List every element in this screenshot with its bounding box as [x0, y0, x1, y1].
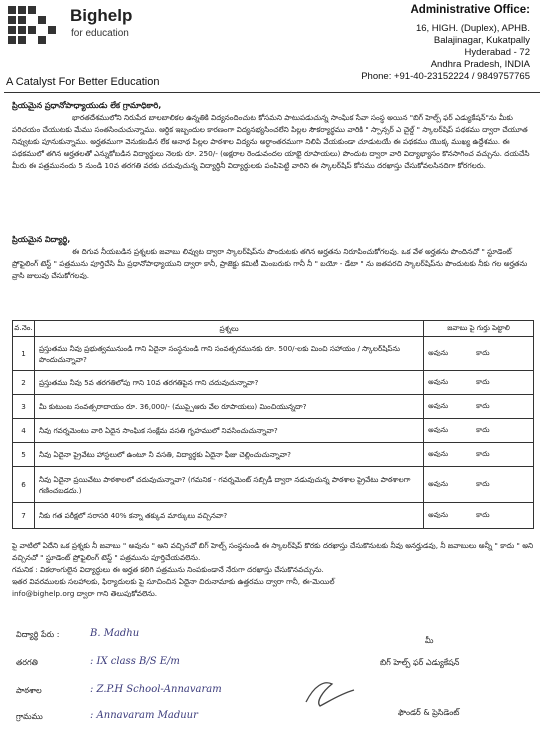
- letterhead: [0, 0, 544, 96]
- signoff-organization: బిగ్ హెల్ప్ ఫర్ ఎడ్యుకేషన్: [380, 658, 460, 667]
- address-line: 16, HIGH. (Duplex), APHB.: [415, 23, 530, 34]
- no-option[interactable]: కాదు: [476, 425, 490, 434]
- table-row: [13, 443, 534, 467]
- school-value[interactable]: : Z.P.H School-Annavaram: [90, 684, 222, 695]
- village-label: గ్రామము: [16, 712, 43, 721]
- note-line: గమనిక : వికలాంగులైన విద్యార్థులు ఈ అర్హత కలిగి పత్రమును నింపకుండానే నేరుగా దరఖాస్తు చేసుకొనవచ్చును.: [12, 565, 324, 574]
- student-name-label: విద్యార్థి పేరు :: [16, 630, 60, 639]
- table-row: [13, 467, 534, 503]
- village-value[interactable]: : Annavaram Maduur: [90, 710, 198, 721]
- bighelp-logo-icon: [6, 4, 66, 50]
- question-text: ప్రస్తుతము నీవు 5వ తరగతిలోపు గాని 10వ తరగతిపైన గాని చదువుచున్నావా?: [34, 371, 423, 395]
- question-text: ప్రస్తుతము నీవు ప్రభుత్వమునుండి గాని ఏదైనా సంస్థనుండి గాని సంవత్సరమునకు రూ. 500/-లకు మించి సహాయం / స్కాలర్‌షిప్‌ను పొందుచున్నావా?: [34, 337, 423, 371]
- table-row: [13, 337, 534, 371]
- question-text: నీకు గత పరీక్షలో సరాసరి 40% కన్నా తక్కువ మార్కులు వచ్చినవా?: [34, 503, 423, 529]
- class-value[interactable]: : IX class B/S E/m: [90, 656, 180, 667]
- intro-paragraph: భారతదేశములోని నిరుపేద బాలబాలికల ఉన్నతికి విద్యనందించుట కోసమని పాటుపడుచున్న సాంఘిక సేవా సంస్థ అయిన "బిగ్ హెల్ప్ ఫర్ ఎడ్యుకేషన్"ను మీకు పరిచయం చేయుటకు మేము సంతసించుచున్నాము. ఆర్థిక ఇబ్బందుల కారణంగా విద్యనభ్యసించలేని పిల్లల సౌకర్యార్థము వారికి " స్పాన్సర్ ఎ చైల్డ్ " స్కాలర్‌షిప్ పథకము ద్వారా చేయూత నివ్వుటకు పూనుకున్నాము. అర్హతముగా వెనుకబడిన లేక అనాథ పిల్లల పాఠశాల విద్యను అర్థాంతరముగా నిలిపి వేయకుండా చూడుటయే ఈ పథకము యొక్క ముఖ్య ఉద్దేశము. ఈ పథకములో తగిన అర్హతలతో ఎన్నుకోబడిన విద్యార్థులు నెలకు రూ. 250/- (అక్షరాల రెండువందల యాభై రూపాయలు) పొందుట ద్వారా వారి విద్యాభ్యాసం కొనసాగించ వచ్చును. దయచేసి మీరు ఈ పత్రమునందు 5 నుండి 10వ తరగతి వరకు చదువుచున్న విద్యార్థినీ విద్యార్థులకు పంపిపెట్టి వారిని ఈ స్కాలర్‌షిప్ కోసము దరఖాస్తు చేసుకోవలసినదిగా కోరగలరు.: [12, 113, 530, 170]
- answer-cell: [424, 503, 534, 529]
- office-address: [300, 3, 530, 83]
- table-header-row: [13, 321, 534, 337]
- address-line: Balajinagar, Kukatpally: [433, 35, 530, 46]
- question-text: నీవు ఏదైనా ప్రైవేటు హాస్టలులో ఉంటూ నీ వసతి, విద్యార్థకు ఏదైనా ఫీజు చెల్లించుచున్నావా?: [34, 443, 423, 467]
- row-number: 4: [13, 419, 35, 443]
- row-number: 6: [13, 467, 35, 503]
- brand-name: Bighelp: [70, 6, 133, 25]
- row-number: 1: [13, 337, 35, 371]
- note-line: ఇతర వివరములకు సలహాలకు, ఫిర్యాదులకు పై సూచించిన ఏదైనా చిరునామాకు ఉత్తరము ద్వారా గానీ, ఈ-మెయిల్: [12, 577, 335, 586]
- no-option[interactable]: కాదు: [476, 348, 490, 357]
- question-text: మీ కుటుంబ సంవత్సరాదాయం రూ. 36,000/- (ముప్పైఆరు వేల రూపాయలు) మించియున్నదా?: [34, 395, 423, 419]
- no-option[interactable]: కాదు: [476, 510, 490, 519]
- yes-option[interactable]: అవును: [428, 401, 449, 410]
- signature-mark: [300, 672, 360, 716]
- row-number: 2: [13, 371, 35, 395]
- col-header-questions: ప్రశ్నలు: [34, 321, 423, 337]
- contact-email: info@bighelp.org ద్వారా గాని తెలుపుకోవలెను.: [12, 589, 158, 598]
- table-row: [13, 395, 534, 419]
- brand-subtitle: for education: [71, 28, 129, 39]
- table-row: [13, 503, 534, 529]
- office-phone: Phone: +91-40-23152224 / 9849757765: [361, 71, 530, 82]
- table-row: [13, 371, 534, 395]
- table-row: [13, 419, 534, 443]
- row-number: 5: [13, 443, 35, 467]
- class-label: తరగతి: [16, 658, 38, 667]
- salutation: ప్రియమైన ప్రధానోపాధ్యాయుడు లేక గ్రామాధికారి,: [12, 101, 162, 110]
- address-line: Hyderabad - 72: [464, 47, 530, 58]
- eligibility-table: [12, 320, 534, 529]
- student-section: [12, 234, 534, 282]
- yes-option[interactable]: అవును: [428, 425, 449, 434]
- headmaster-section: [12, 100, 534, 172]
- yes-option[interactable]: అవును: [428, 479, 449, 488]
- answer-cell: [424, 337, 534, 371]
- no-option[interactable]: కాదు: [476, 377, 490, 386]
- school-label: పాఠశాల: [16, 686, 42, 695]
- yes-option[interactable]: అవును: [428, 449, 449, 458]
- col-header-answer: జవాబు పై గుర్తు పెట్టాలి: [424, 321, 534, 337]
- signoff-title: ఫౌండర్ & ప్రెసిడెంట్: [398, 708, 460, 717]
- no-option[interactable]: కాదు: [476, 479, 490, 488]
- answer-cell: [424, 419, 534, 443]
- no-option[interactable]: కాదు: [476, 449, 490, 458]
- signoff-yours: మీ: [425, 636, 434, 645]
- question-text: నీవు గవర్నమెంటు వారి ఏదైన సాంఘిక సంక్షేమ వసతి గృహములో నివసించుచున్నావా?: [34, 419, 423, 443]
- answer-cell: [424, 395, 534, 419]
- col-header-number: వ.నెం.: [13, 321, 35, 337]
- yes-option[interactable]: అవును: [428, 377, 449, 386]
- office-title: Administrative Office:: [410, 4, 530, 16]
- yes-option[interactable]: అవును: [428, 348, 449, 357]
- address-line: Andhra Pradesh, INDIA: [430, 59, 530, 70]
- answer-cell: [424, 371, 534, 395]
- answer-cell: [424, 443, 534, 467]
- header-divider: [4, 92, 540, 93]
- student-paragraph: ఈ దిగువ నీయబడిన ప్రశ్నలకు జవాబు లివ్వుట ద్వారా స్కాలర్‌షిప్‌ను పొందుటకు తగిన అర్హతను నిరూపించుకోగలవు. ఒక వేళ అర్హతను పొందినచో " స్టూడెంట్ ప్రోఫైలింగ్ టెస్ట్ " పత్రమును పూర్తిచేసి మీ ప్రధానోపాధ్యాయుని ద్వారా కానీ, ప్రాజెక్టు కమిటీ మెంబరుకు గానీ నీ " బయో - డేటా " ను జతపరచి స్కాలర్‌షిప్‌ను పొందుటకు నీకు గల అర్హతను వ్రాసి జులువు చేసుకోగలవు.: [12, 247, 528, 280]
- no-option[interactable]: కాదు: [476, 401, 490, 410]
- row-number: 7: [13, 503, 35, 529]
- row-number: 3: [13, 395, 35, 419]
- student-name-value[interactable]: B. Madhu: [90, 628, 140, 639]
- notes-section: [12, 540, 534, 600]
- tagline: A Catalyst For Better Education: [6, 76, 160, 88]
- student-salutation: ప్రియమైన విద్యార్థి,: [12, 235, 71, 244]
- note-line: పై వాటిలో ఏదేని ఒక ప్రశ్నకు నీ జవాబు " అవును " అని వచ్చినచో బిగ్ హెల్ప్ సంస్థనుండి ఈ స్కాలర్‌షిప్ కొరకు దరఖాస్తు చేసుకొనుటకు నీవు అనర్హుడవు, నీ జవాబులు అన్నీ " కాదు " అని వచ్చినచో " స్టూడెంట్ ప్రోఫైలింగ్ టెస్ట్ " పత్రమును పూర్తిచేయవలెను.: [12, 541, 534, 562]
- question-text: నీవు ఏదైనా ప్రయివేటు పాఠశాలలో చదువుచున్నావా? (గమనిక - గవర్నమెంట్ సబ్సిడీ ద్వారా నడువుచున్న పాఠశాల ప్రైవేటు పాఠశాలగా గణించబడదు.): [34, 467, 423, 503]
- yes-option[interactable]: అవును: [428, 510, 449, 519]
- answer-cell: [424, 467, 534, 503]
